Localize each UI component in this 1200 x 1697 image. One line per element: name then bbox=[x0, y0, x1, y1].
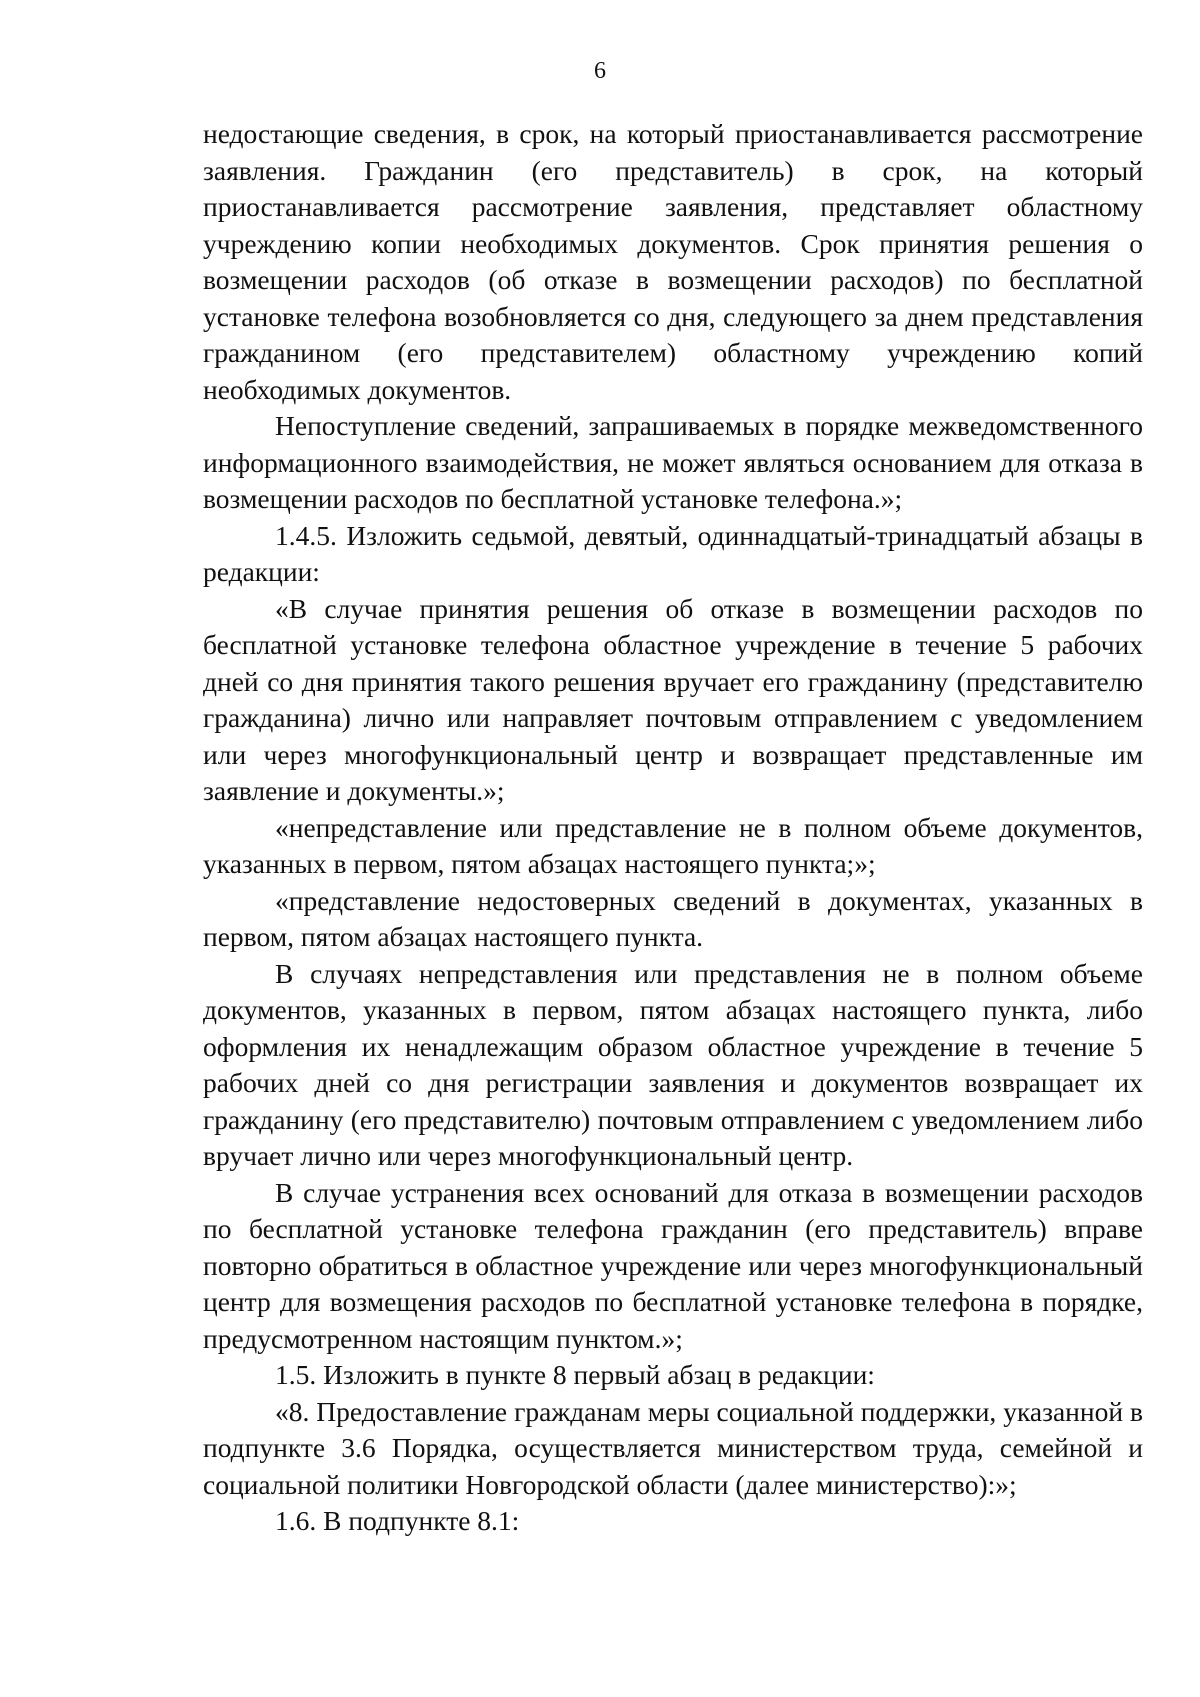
paragraph-10: «8. Предоставление гражданам меры социальной поддержки, указанной в подпункте 3.6 Порядка, осуществляется министерством труда, семейной и социальной политики Новгородской области (далее министерство):»; bbox=[203, 1395, 1143, 1500]
paragraph-4: «В случае принятия решения об отказе в возмещении расходов по бесплатной установке телефона областное учреждение в течение 5 рабочих дней со дня принятия такого решения вручает его гражданину (представителю гражданина) лично или направляет почтовым отправлением с уведомлением или через многофункциональный центр и возвращает представленные им заявление и документы.»; bbox=[203, 592, 1143, 806]
paragraph-11: 1.6. В подпункте 8.1: bbox=[275, 1505, 520, 1536]
paragraph-5: «непредставление или представление не в полном объеме документов, указанных в первом, пятом абзацах настоящего пункта;»; bbox=[203, 811, 1143, 879]
document-body bbox=[203, 116, 1143, 1540]
paragraph-3: 1.4.5. Изложить седьмой, девятый, одиннадцатый-тринадцатый абзацы в редакции: bbox=[203, 519, 1143, 587]
page-number: 6 bbox=[594, 58, 606, 84]
paragraph-2: Непоступление сведений, запрашиваемых в порядке межведомственного информационного взаимодействия, не может являться основанием для отказа в возмещении расходов по бесплатной установке телефона.»; bbox=[203, 410, 1143, 514]
paragraph-8: В случае устранения всех оснований для отказа в возмещении расходов по бесплатной установке телефона гражданин (его представитель) вправе повторно обратиться в областное учреждение или через многофункциональный центр для возмещения расходов по бесплатной установке телефона в порядке, предусмотренном настоящим пунктом.»; bbox=[203, 1176, 1143, 1354]
paragraph-9: 1.5. Изложить в пункте 8 первый абзац в редакции: bbox=[275, 1359, 875, 1390]
paragraph-7: В случаях непредставления или представления не в полном объеме документов, указанных в первом, пятом абзацах настоящего пункта, либо оформления их ненадлежащим образом областное учреждение в течение 5 рабочих дней со дня регистрации заявления и документов возвращает их гражданину (его представителю) почтовым отправлением с уведомлением либо вручает лично или через многофункциональный центр. bbox=[203, 957, 1143, 1171]
paragraph-6: «представление недостоверных сведений в документах, указанных в первом, пятом абзацах настоящего пункта. bbox=[203, 884, 1143, 952]
paragraph-1: недостающие сведения, в срок, на который приостанавливается рассмотрение заявления. Гражданин (его представитель) в срок, на который приостанавливается рассмотрение заявления, представляет областному учреждению копии необходимых документов. Срок принятия решения о возмещении расходов (об отказе в возмещении расходов) по бесплатной установке телефона возобновляется со дня, следующего за днем представления гражданином (его представителем) областному учреждению копий необходимых документов. bbox=[203, 118, 1143, 405]
